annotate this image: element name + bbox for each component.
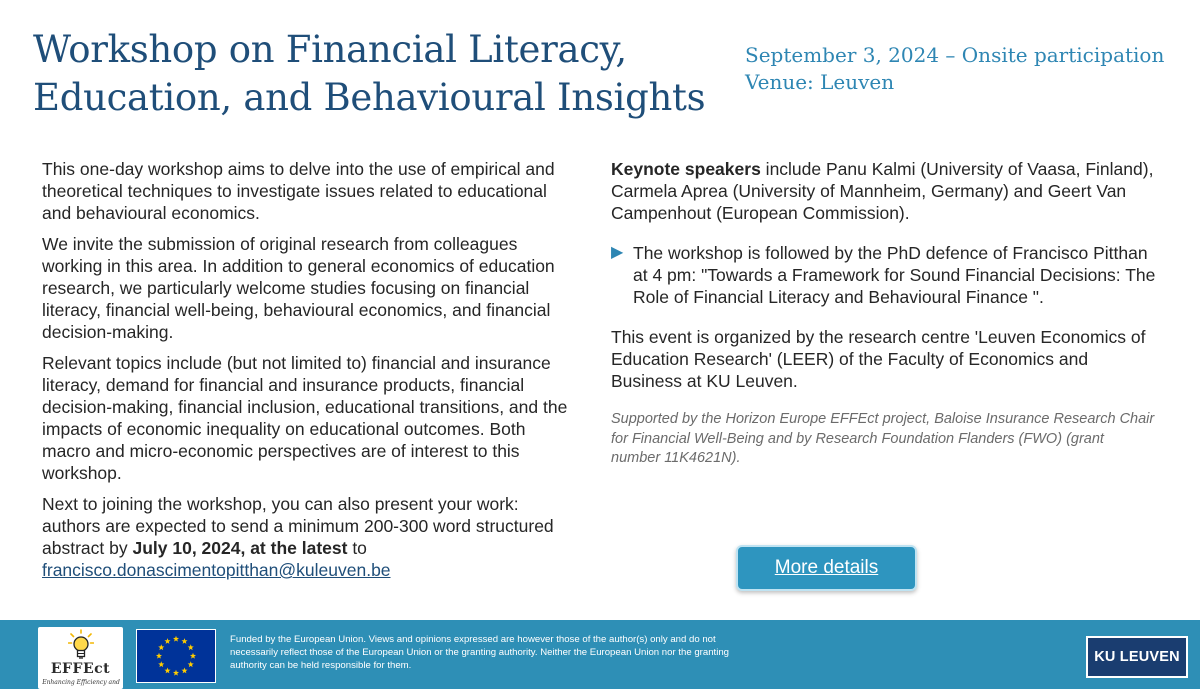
eu-star — [188, 644, 194, 650]
effect-logo-text: EFFEct — [50, 661, 111, 677]
eu-star — [164, 638, 170, 644]
lightbulb-icon — [68, 629, 94, 661]
submission-to: to — [347, 538, 367, 558]
page-title — [33, 26, 733, 122]
title-line-2: Education, and Behavioural Insights — [33, 76, 706, 119]
keynote-label: Keynote speakers — [611, 159, 761, 179]
effect-logo-tagline: Enhancing Efficiency and — [42, 679, 120, 686]
submission-deadline: July 10, 2024, at the latest — [132, 538, 348, 558]
intro-paragraph: This one-day workshop aims to delve into the use of empirical and theoretical techniques to investigate issues related to educational and behavioural economics. — [42, 159, 555, 223]
eu-star — [190, 653, 196, 659]
topics-paragraph: Relevant topics include (but not limited to) financial and insurance literacy, demand for financial and insurance products, financial decision-making, financial inclusion, educational transitions, and the impacts of economic inequality on educational outcomes. Both macro and micro-economic perspectives are of interest to this workshop. — [42, 353, 568, 483]
phd-defence-text: The workshop is followed by the PhD defence of Francisco Pitthan at 4 pm: "Towards a Framework for Sound Financial Decisions: The Role of Financial Literacy and Behavioural Finance ". — [633, 243, 1156, 307]
eu-star — [156, 653, 162, 659]
triangle-right-icon: ▶ — [611, 244, 624, 261]
title-line-1: Workshop on Financial Literacy, — [33, 28, 627, 71]
effect-logo — [38, 627, 123, 689]
eu-star — [188, 661, 194, 667]
phd-defence-bullet — [611, 242, 1156, 308]
eu-star — [181, 668, 187, 674]
invite-paragraph: We invite the submission of original research from colleagues working in this area. In addition to general economics of education research, we particularly welcome studies focusing on financial literacy, financial well-being, behavioural economics, and financial decision-making. — [42, 234, 555, 342]
keynote-paragraph — [611, 158, 1156, 224]
contact-email-link[interactable]: francisco.donascimentopitthan@kuleuven.be — [42, 560, 391, 580]
keynote-speakers: include Panu Kalmi (University of Vaasa, Finland), Carmela Aprea (University of Mannheim, Germany) and Geert Van Campenhout (European Commission). — [611, 159, 1154, 223]
organizer-paragraph: This event is organized by the research centre 'Leuven Economics of Education Research' (LEER) of the Faculty of Economics and Business at KU Leuven. — [611, 327, 1146, 391]
funding-note: Supported by the Horizon Europe EFFEct project, Baloise Insurance Research Chair for Financial Well-Being and by Research Foundation Flanders (FWO) (grant number 11K4621N). — [611, 411, 1155, 466]
more-details-button[interactable]: More details — [736, 545, 917, 591]
ku-leuven-logo — [1086, 636, 1188, 678]
event-info — [745, 42, 1185, 96]
submission-paragraph — [42, 493, 572, 581]
eu-star — [173, 670, 179, 676]
eu-star — [181, 638, 187, 644]
eu-star — [164, 668, 170, 674]
eu-star — [158, 661, 164, 667]
description-column — [42, 158, 572, 590]
event-date: September 3, 2024 – Onsite participation — [745, 43, 1165, 67]
submission-text: Next to joining the workshop, you can also present your work: authors are expected to send a minimum 200-300 word structured abstract by — [42, 494, 554, 558]
eu-flag-stars — [137, 630, 215, 682]
eu-disclaimer: Funded by the European Union. Views and opinions expressed are however those of the author(s) only and do not necessarily reflect those of the European Union or the granting authority. Neither the European Union nor the granting authority can be held responsible for them. — [230, 634, 730, 671]
eu-star — [173, 636, 179, 642]
eu-star — [158, 644, 164, 650]
event-venue: Venue: Leuven — [745, 70, 895, 94]
ku-leuven-label: KU LEUVEN — [1088, 638, 1186, 676]
details-column — [611, 158, 1156, 487]
eu-flag-icon — [136, 629, 216, 683]
